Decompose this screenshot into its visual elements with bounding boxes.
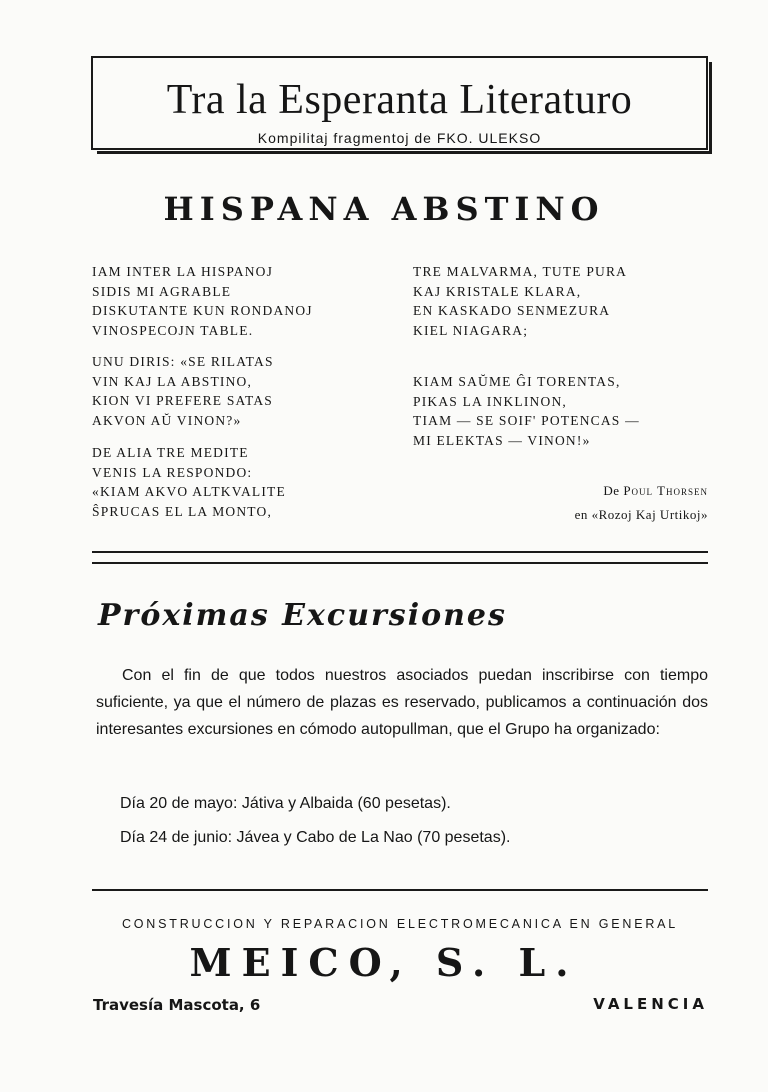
poem-attribution-author: [603, 483, 708, 499]
poem-stanza-left-1: [92, 262, 313, 340]
poem-line: DE ALIA TRE MEDITE: [92, 445, 249, 460]
divider-rule: [92, 889, 708, 891]
excursions-heading: Próximas Excursiones: [98, 598, 507, 633]
poem-line: KAJ KRISTALE KLARA,: [413, 283, 582, 299]
poem-line: KIEL NIAGARA;: [413, 322, 529, 338]
poem-line: ŜPRUCAS EL LA MONTO,: [92, 503, 273, 519]
poem-title: HISPANA ABSTINO: [163, 190, 605, 228]
ad-city: VALENCIA: [593, 995, 708, 1013]
poem-stanza-right-2: [413, 372, 640, 450]
poem-line: UNU DIRIS: «SE RILATAS: [92, 354, 274, 369]
poem-line: MI ELEKTAS — VINON!»: [413, 432, 591, 448]
poem-line: VINOSPECOJN TABLE.: [92, 322, 254, 338]
poem-line: DISKUTANTE KUN RONDANOJ: [92, 303, 313, 318]
poem-line: KION VI PREFERE SATAS: [92, 393, 274, 408]
header-box: [91, 56, 708, 150]
ad-tagline: CONSTRUCCION Y REPARACION ELECTROMECANICA EN GENERAL: [121, 917, 679, 931]
poem-line: EN KASKADO SENMEZURA: [413, 303, 611, 318]
poem-attribution-source: en «Rozoj Kaj Urtikoj»: [574, 507, 708, 522]
poem-line: KIAM SAŬME ĜI TORENTAS,: [413, 374, 621, 389]
poem-line: VIN KAJ LA ABSTINO,: [92, 373, 253, 389]
divider-rule: [92, 551, 708, 553]
ad-company-logo: MEICO, S. L.: [189, 940, 579, 985]
ad-address: Travesía Mascota, 6: [93, 996, 261, 1014]
poem-stanza-left-3: [92, 443, 286, 521]
divider-rule: [92, 562, 708, 564]
poem-line: VENIS LA RESPONDO:: [92, 464, 253, 480]
poem-stanza-left-2: [92, 352, 274, 430]
poem-line: TIAM — SE SOIF' POTENCAS —: [413, 413, 640, 428]
poem-line: IAM INTER LA HISPANOJ: [92, 264, 274, 279]
poem-line: TRE MALVARMA, TUTE PURA: [413, 264, 628, 279]
author-name: Poul Thorsen: [623, 483, 708, 498]
excursions-paragraph: Con el fin de que todos nuestros asociados puedan inscribirse con tiempo suficiente, ya que el número de plazas es reservado, publicamos a continuación dos interesantes excursiones en cómodo autopullman, que el Grupo ha organizado:: [96, 667, 708, 738]
poem-line: SIDIS MI AGRABLE: [92, 283, 232, 299]
poem-line: «KIAM AKVO ALTKVALITE: [92, 484, 286, 499]
excursion-item: Día 24 de junio: Jávea y Cabo de La Nao (70 pesetas).: [120, 829, 511, 846]
poem-stanza-right-1: [413, 262, 627, 340]
poem-line: PIKAS LA INKLINON,: [413, 393, 567, 409]
section-title: Tra la Esperanta Literaturo: [166, 77, 633, 123]
section-subtitle: Kompilitaj fragmentoj de FKO. ULEKSO: [257, 130, 542, 146]
author-prefix: De: [603, 483, 620, 498]
poem-line: AKVON AŬ VINON?»: [92, 412, 242, 428]
excursion-item: Día 20 de mayo: Játiva y Albaida (60 pesetas).: [120, 795, 451, 812]
